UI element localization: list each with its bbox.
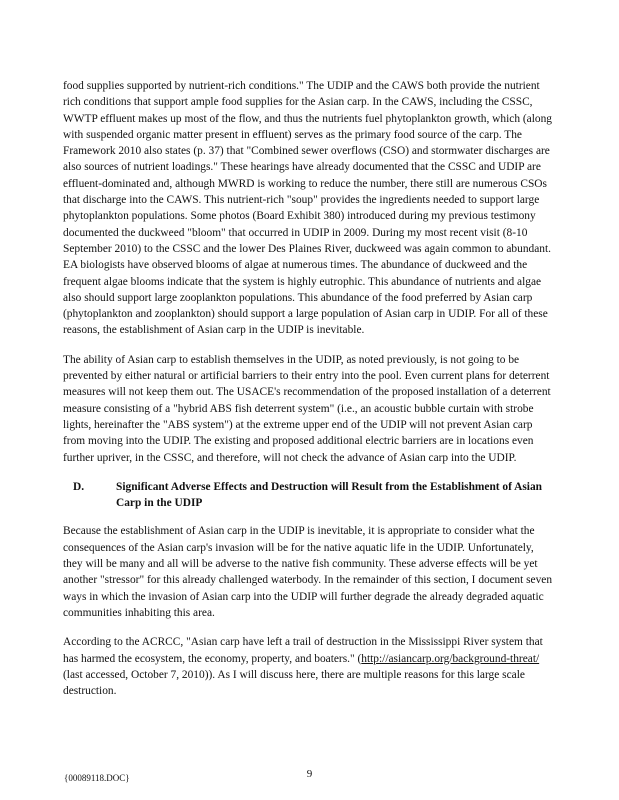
footer-document-code: {00089118.DOC} xyxy=(64,773,130,783)
asiancarp-link[interactable]: http://asiancarp.org/background-threat/ xyxy=(361,652,540,665)
paragraph-consequences: Because the establishment of Asian carp in the UDIP is inevitable, it is appropriate to consider what the consequences of the Asian carp's invasion will be for the native aquatic life in the UDIP. Unfortunately, they will be many and all will be adverse to the native fish community. These adverse effects will be yet another "stressor" for this already challenged waterbody. In the remainder of this section, I document seven ways in which the invasion of Asian carp into the UDIP will further degrade the already degraded aquatic communities inhabiting this area. xyxy=(63,525,553,619)
paragraph-acrcc xyxy=(63,634,554,699)
acrcc-text-after: (last accessed, October 7, 2010)). As I will discuss here, there are multiple reasons for this large scale destruction. xyxy=(63,668,525,698)
acrcc-text-before: According to the ACRCC, "Asian carp have left a trail of destruction in the Mississippi River system that has harmed the ecosystem, the economy, property, and boaters." ( xyxy=(63,636,543,665)
section-letter: D. xyxy=(73,480,85,493)
document-body xyxy=(63,78,554,712)
section-heading xyxy=(63,479,554,512)
section-title: Significant Adverse Effects and Destruction will Result from the Establishment of Asian Carp in the UDIP xyxy=(116,480,542,510)
paragraph-food-supplies: food supplies supported by nutrient-rich conditions." The UDIP and the CAWS both provide the nutrient rich conditions that support ample food supplies for the Asian carp. In the CAWS, including the CSSC, WWTP effluent makes up most of the flow, and thus the nutrients fuel phytoplankton growth, which (along with suspended organic matter present in effluent) serves as the primary food source of the carp. The Framework 2010 also states (p. 37) that "Combined sewer overflows (CSO) and stormwater discharges are also sources of nutrient loadings." These hearings have already documented that the CSSC and UDIP are effluent-dominated and, although MWRD is working to reduce the number, there still are numerous CSOs that discharge into the CAWS. This nutrient-rich "soup" provides the ingredients needed to support large phytoplankton populations. Some photos (Board Exhibit 380) introduced during my previous testimony documented the duckweed "bloom" that occurred in UDIP in 2009. During my most recent visit (8-10 September 2010) to the CSSC and the lower Des Plaines River, duckweed was again common to abundant. EA biologists have observed blooms of algae at numerous times. The abundance of duckweed and the frequent algae blooms indicate that the system is highly eutrophic. This abundance of nutrients and algae also should support large zooplankton populations. This abundance of the food preferred by Asian carp (phytoplankton and zooplankton) should support a large population of Asian carp in UDIP. For all of these reasons, the establishment of Asian carp in the UDIP is inevitable. xyxy=(63,80,552,337)
page-number: 9 xyxy=(306,768,313,780)
paragraph-barriers: The ability of Asian carp to establish themselves in the UDIP, as noted previously, is not going to be prevented by either natural or artificial barriers to their entry into the pool. Even current plans for deterrent measures will not keep them out. The USACE's recommendation of the proposed installation of a deterrent measure consisting of a "hybrid ABS fish deterrent system" (i.e., an acoustic bubble curtain with strobe lights, hereinafter the "ABS system") at the extreme upper end of the UDIP will not prevent Asian carp from moving into the UDIP. The existing and proposed additional electric barriers are in locations even further upriver, in the CSSC, and therefore, will not check the advance of Asian carp into the UDIP. xyxy=(63,353,551,464)
